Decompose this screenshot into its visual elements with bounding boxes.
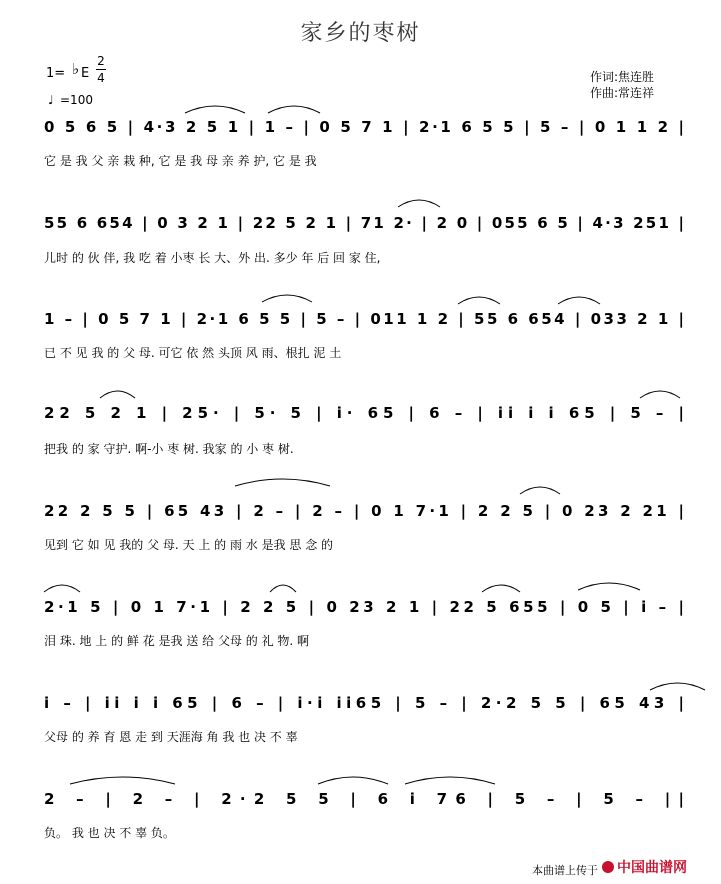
composer-credit: 作曲:常连祥 — [590, 86, 655, 100]
lyric-line-8: 负。 我 也 决 不 辜 负。 — [44, 826, 175, 840]
lyric-line-5: 见到 它 如 见 我的 父 母. 天 上 的 雨 水 是我 思 念 的 — [44, 538, 334, 552]
notation-line-1: 0 5 6 5 | 4·3 2 5 1 | 1 – | 0 5 7 1 | 2·1 6 5 5 | 5 – | 0 1 1 2 | — [44, 118, 684, 136]
site-logo[interactable] — [602, 857, 687, 877]
slur-arc — [318, 777, 388, 784]
slur-arc — [578, 583, 640, 590]
slur-arc — [185, 106, 245, 113]
time-signature-top: 2 — [97, 54, 105, 68]
slur-arc — [640, 391, 680, 398]
lyric-line-6: 泪 珠. 地 上 的 鲜 花 是我 送 给 父母 的 礼 物. 啊 — [44, 634, 310, 648]
slur-arc — [482, 585, 520, 592]
flat-sign-icon: ♭ — [72, 60, 80, 78]
slur-arc — [100, 391, 135, 398]
key-note: E — [81, 66, 90, 81]
slur-arc — [458, 297, 500, 304]
slur-arc — [268, 106, 320, 113]
slur-arc — [558, 297, 600, 304]
lyric-line-1: 它 是 我 父 亲 栽 种, 它 是 我 母 亲 养 护, 它 是 我 — [44, 154, 317, 168]
notation-line-7: i – | ii i i 65 | 6 – | i·i ii65 | 5 – | 2·2 5 5 | 65 43 | — [44, 694, 685, 712]
slur-arc — [405, 777, 495, 784]
time-signature-bottom: 4 — [97, 71, 105, 85]
slur-arc — [270, 585, 296, 592]
slur-arc — [398, 200, 440, 207]
slur-arc — [70, 777, 175, 784]
score-title: 家乡的枣树 — [300, 21, 421, 46]
notation-line-4: 22 5 2 1 | 25· | 5· 5 | i· 65 | 6 – | ii i i 65 | 5 – | — [44, 404, 685, 422]
notation-line-3: 1 – | 0 5 7 1 | 2·1 6 5 5 | 5 – | 011 1 2 | 55 6 654 | 033 2 1 | — [44, 310, 684, 328]
slur-arc — [44, 585, 80, 592]
slur-arc — [650, 683, 705, 690]
notation-line-5: 22 2 5 5 | 65 43 | 2 – | 2 – | 0 1 7·1 | 2 2 5 | 0 23 2 21 | — [44, 502, 684, 520]
slur-arc — [262, 295, 312, 302]
lyric-line-7: 父母 的 养 育 恩 走 到 天涯海 角 我 也 决 不 辜 — [44, 730, 298, 744]
notation-line-6: 2·1 5 | 0 1 7·1 | 2 2 5 | 0 23 2 1 | 22 5 655 | 0 5 | i – | — [44, 598, 684, 616]
lyric-line-4: 把我 的 家 守护. 啊-小 枣 树. 我家 的 小 枣 树. — [44, 442, 294, 456]
lyricist-credit: 作词:焦连胜 — [590, 70, 655, 84]
slur-arc — [235, 479, 330, 486]
upload-text: 本曲谱上传于 — [532, 864, 598, 877]
tempo-value: =100 — [60, 93, 93, 107]
quarter-note-icon: ♩ — [48, 93, 54, 107]
notation-line-2: 55 6 654 | 0 3 2 1 | 22 5 2 1 | 71 2· | 2 0 | 055 6 5 | 4·3 251 | — [44, 214, 684, 232]
site-logo-icon — [602, 861, 614, 873]
slur-arc — [520, 487, 560, 494]
notation-line-8: 2 – | 2 – | 2·2 5 5 | 6 i 76 | 5 – | 5 – || — [44, 790, 685, 808]
key-prefix: 1= — [46, 66, 66, 81]
lyric-line-2: 儿时 的 伙 伴, 我 吃 着 小枣 长 大、外 出. 多少 年 后 回 家 住, — [44, 251, 381, 265]
lyric-line-3: 已 不 见 我 的 父 母. 可它 依 然 头顶 风 雨、根扎 泥 土 — [44, 346, 342, 360]
site-name: 中国曲谱网 — [617, 860, 687, 876]
